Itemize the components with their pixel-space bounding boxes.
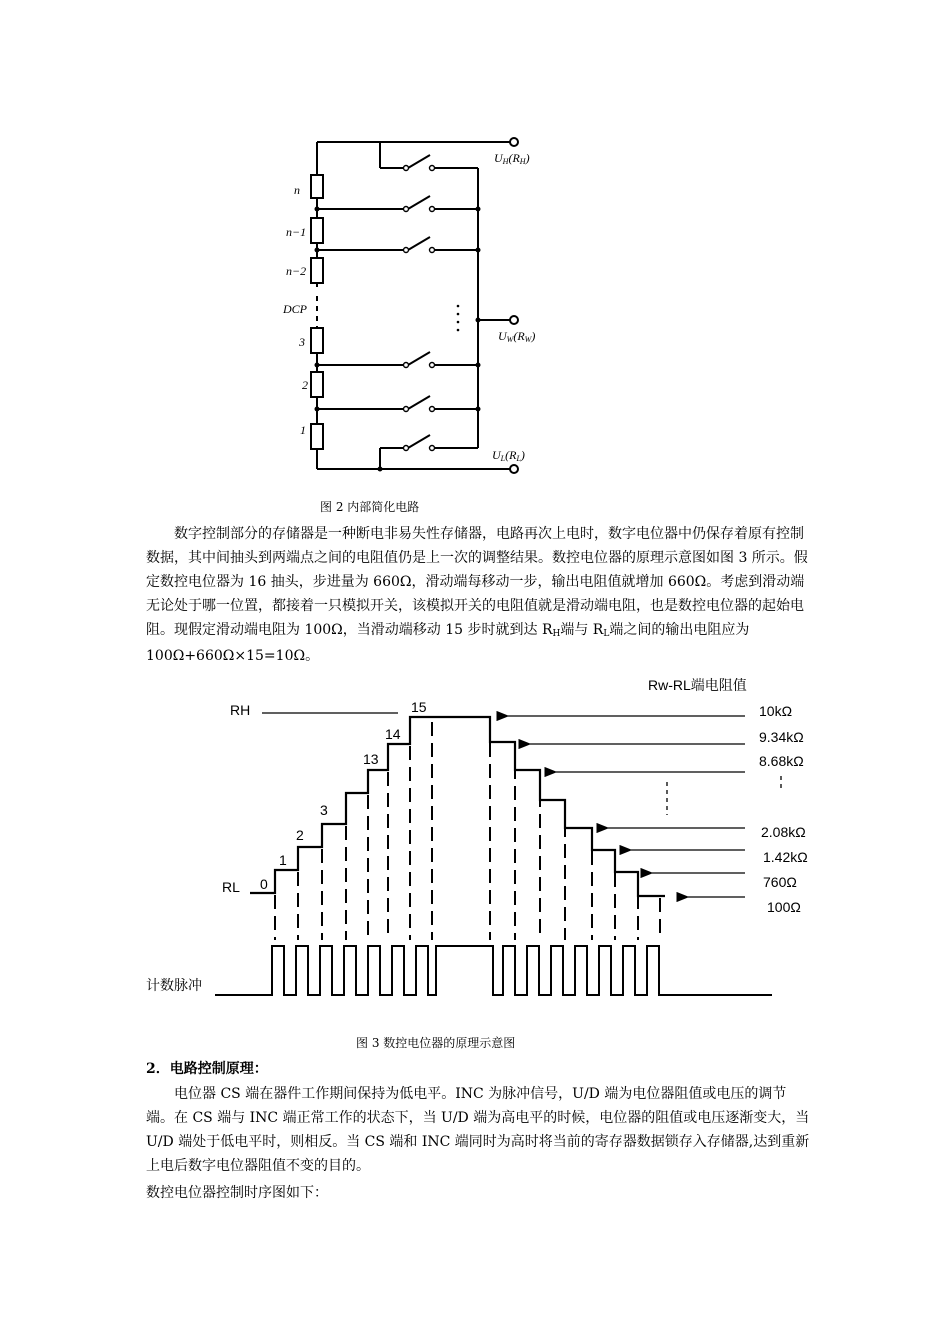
fig3-rh-label: RH — [230, 702, 251, 718]
terminal-uw — [510, 316, 518, 324]
terminal-ul — [510, 465, 518, 473]
res-label-8-68k: 8.68kΩ — [759, 753, 804, 769]
label-ul: UL(RL) — [492, 448, 525, 463]
fig3-rl-label: RL — [222, 879, 240, 895]
section-2-heading: 2．电路控制原理： — [146, 1061, 268, 1077]
label-n-1: n−1 — [286, 225, 307, 239]
label-1: 1 — [300, 423, 306, 437]
figure-2-circuit — [0, 0, 950, 500]
step-label-2: 2 — [296, 827, 304, 843]
step-label-0: 0 — [260, 876, 268, 892]
figure-3-caption: 图 3 数控电位器的原理示意图 — [356, 1036, 516, 1050]
step-label-15: 15 — [411, 699, 427, 715]
pulse-label: 计数脉冲 — [146, 977, 202, 993]
step-label-13: 13 — [363, 751, 379, 767]
res-label-760: 760Ω — [763, 874, 797, 890]
step-label-1: 1 — [279, 852, 287, 868]
fig3-title: Rw-RL端电阻值 — [648, 677, 747, 693]
paragraph-3: 数控电位器控制时序图如下： — [146, 1185, 328, 1201]
paragraph-1: 数字控制部分的存储器是一种断电非易失性存储器，电路再次上电时，数字电位器中仍保存着原有控制数据，其中间抽头到两端点之间的电阻值仍是上一次的调整结果。数控电位器的原理示意图如图 3 所示。假定数控电位器为 16 抽头，步进量为 660Ω，滑动端每移动一步，输出电阻值就增加 660Ω。考虑到滑动端无论处于哪一位置，都接着一只模拟开关，该模拟开关的电阻值就是滑动端电阻，也是数控电位器的起始电阻。现假定滑动端电阻为 100Ω，当滑动端移动 15 步时就到达 $R_H$端与 $R_L$端之间的输出电阻应为 100Ω+660Ω×15=10Ω。 — [146, 526, 808, 664]
step-label-14: 14 — [385, 726, 401, 742]
res-label-2-08k: 2.08kΩ — [761, 824, 806, 840]
res-label-100: 100Ω — [767, 899, 801, 915]
res-label-9-34k: 9.34kΩ — [759, 729, 804, 745]
step-label-3: 3 — [320, 802, 328, 818]
terminal-uh — [510, 138, 518, 146]
label-dcp: DCP — [283, 302, 307, 316]
paragraph-2: 电位器 CS 端在器件工作期间保持为低电平。INC 为脉冲信号，U/D 端为电位器阻值或电压的调节端。在 CS 端与 INC 端正常工作的状态下，当 U/D 端为高电平的时候，电位器的阻值或电压逐渐变大，当 U/D 端处于低电平时，则相反。当 CS 端和 INC 端同时为高时将当前的寄存器数据锁存入存储器,达到重新上电后数字电位器阻值不变的目的。 — [146, 1086, 810, 1174]
label-uh: UH(RH) — [494, 151, 530, 166]
label-2: 2 — [302, 378, 308, 392]
res-label-10k: 10kΩ — [759, 703, 793, 719]
figure-2-caption: 图 2 内部简化电路 — [320, 500, 420, 514]
label-3: 3 — [299, 335, 305, 349]
label-uw: UW(RW) — [498, 329, 536, 344]
label-n-2: n−2 — [286, 264, 307, 278]
label-n: n — [294, 183, 300, 197]
res-label-1-42k: 1.42kΩ — [763, 849, 808, 865]
